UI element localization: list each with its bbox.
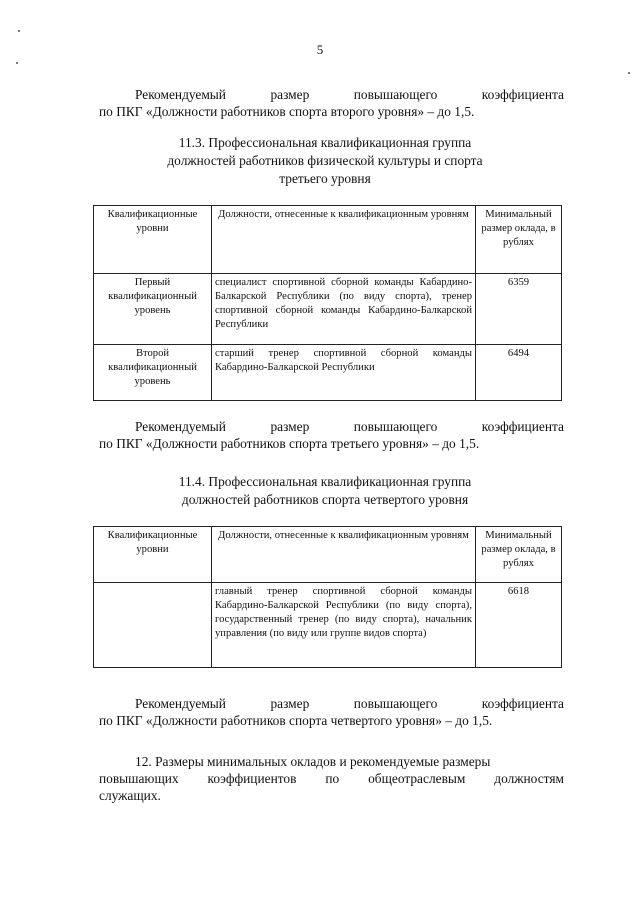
table-cell-level: Первый квалификационный уровень bbox=[94, 274, 212, 345]
column-header-positions: Должности, отнесенные к квалификационным уровням bbox=[212, 206, 476, 274]
scan-speck bbox=[18, 30, 20, 32]
section-12-paragraph bbox=[99, 753, 564, 804]
salary-table-11-4 bbox=[93, 526, 562, 668]
section-heading-11-4: 11.4. Профессиональная квалификационная группа должностей работников спорта четвертого уровня bbox=[178, 474, 472, 507]
table-cell-salary: 6494 bbox=[476, 345, 562, 401]
page-number: 5 bbox=[316, 42, 324, 57]
scan-speck bbox=[16, 62, 18, 64]
table-cell-positions: специалист спортивной сборной команды Кабардино-Балкарской Республики (по виду спорта), тренер спортивной сборной команды Кабардино-Балкарской Республики bbox=[212, 274, 476, 345]
table-header-row bbox=[94, 527, 562, 583]
recommendation-paragraph-1 bbox=[99, 86, 564, 120]
paragraph-line: по ПКГ «Должности работников спорта третьего уровня» – до 1,5. bbox=[99, 436, 480, 451]
recommendation-paragraph-3 bbox=[99, 695, 564, 729]
paragraph-line: по ПКГ «Должности работников спорта четвертого уровня» – до 1,5. bbox=[99, 713, 493, 728]
table-row bbox=[94, 345, 562, 401]
salary-table-11-3 bbox=[93, 205, 562, 401]
table-row bbox=[94, 583, 562, 668]
paragraph-line: Рекомендуемый размер повышающего коэффициента bbox=[135, 419, 564, 434]
column-header-salary: Минимальный размер оклада, в рублях bbox=[476, 206, 562, 274]
column-header-salary: Минимальный размер оклада, в рублях bbox=[476, 527, 562, 583]
paragraph-line: Рекомендуемый размер повышающего коэффициента bbox=[135, 87, 564, 102]
column-header-positions: Должности, отнесенные к квалификационным уровням bbox=[212, 527, 476, 583]
paragraph-line: Рекомендуемый размер повышающего коэффициента bbox=[135, 696, 564, 711]
column-header-levels: Квалификационные уровни bbox=[94, 206, 212, 274]
recommendation-paragraph-2 bbox=[99, 418, 564, 452]
paragraph-line: по ПКГ «Должности работников спорта второго уровня» – до 1,5. bbox=[99, 104, 475, 119]
paragraph-line: служащих. bbox=[99, 788, 161, 803]
table-cell-salary: 6618 bbox=[476, 583, 562, 668]
section-heading-11-3: 11.3. Профессиональная квалификационная группа должностей работников физической культуры и спорта третьего уровня bbox=[167, 135, 483, 186]
table-cell-level bbox=[94, 583, 212, 668]
column-header-levels: Квалификационные уровни bbox=[94, 527, 212, 583]
paragraph-line: 12. Размеры минимальных окладов и рекомендуемые размеры bbox=[135, 754, 491, 769]
table-cell-level: Второй квалификационный уровень bbox=[94, 345, 212, 401]
paragraph-line: повышающих коэффициентов по общеотраслевым должностям bbox=[99, 771, 564, 786]
table-row bbox=[94, 274, 562, 345]
table-cell-salary: 6359 bbox=[476, 274, 562, 345]
table-header-row bbox=[94, 206, 562, 274]
table-cell-positions: старший тренер спортивной сборной команды Кабардино-Балкарской Республики bbox=[212, 345, 476, 401]
scan-speck bbox=[628, 72, 630, 74]
table-cell-positions: главный тренер спортивной сборной команды Кабардино-Балкарской Республики (по виду спорта), государственный тренер (по виду спорта), начальник управления (по виду или группе видов спорта) bbox=[212, 583, 476, 668]
